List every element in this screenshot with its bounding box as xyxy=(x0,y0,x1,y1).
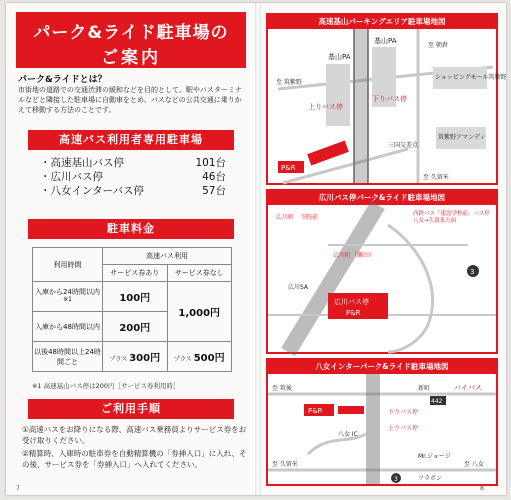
left-page xyxy=(6,3,255,495)
page-title-box xyxy=(16,12,246,68)
map3-up-bus: 上りバス停 xyxy=(388,425,419,432)
map-kiyama-title: 高速基山パーキングエリア駐車場地図 xyxy=(268,15,496,29)
map3-route3: 3 xyxy=(394,476,398,483)
step-2: ②精算時、入庫時の駐車券を自動精算機の「券挿入口」に入れ、その後、サービス券を「券挿入口」へ入れてください。 xyxy=(22,449,247,469)
table-row xyxy=(33,282,232,312)
fee-row1-mark: ※1 xyxy=(63,296,72,303)
map-hirokawa xyxy=(266,189,498,354)
map1-up-bus: 上りバス停 xyxy=(308,103,343,111)
step-1: ①高速バスをお降りになる際、高速バス乗務員よりサービス券をお受け取りください。 xyxy=(22,425,247,445)
fee-table xyxy=(32,247,232,372)
section-heading-steps: ご利用手順 xyxy=(28,399,234,419)
map2-temple: 広川町（瀬田） xyxy=(333,252,376,259)
map1-to-haruma: 至 筑紫野 xyxy=(276,79,302,86)
map3-down-bus: 下りバス停 xyxy=(388,409,419,416)
map3-to-yame: 至 八女 xyxy=(464,461,484,468)
page-number-right: 8 xyxy=(480,485,484,492)
park-ride-description: 市街地の道路での交通渋滞の緩和などを目的として、駅やバスターミナルなどと隣接した駐車場に自動車をとめ、バスなどの公共交通に乗りかえて移動する方法のことです。 xyxy=(18,86,242,114)
map3-route442: 442 xyxy=(431,398,443,405)
map3-newday: 新町 xyxy=(418,385,431,392)
fee-row1-label: 入庫から24時間以内 xyxy=(35,287,100,296)
map-yame xyxy=(266,358,498,486)
map-kiyama-drawing xyxy=(268,29,507,183)
map1-to-asakura: 至 朝倉 xyxy=(428,42,448,49)
section-heading-parking: 高速バス利用者専用駐車場 xyxy=(28,130,234,150)
table-header-with-ticket: サービス券あり xyxy=(103,265,168,282)
map3-shop2: フラボン xyxy=(418,475,443,482)
map2-route3: 3 xyxy=(470,268,475,276)
map3-to-kurume: 至 久留米 xyxy=(272,461,298,468)
table-header-bus: 高速バス利用 xyxy=(103,248,232,265)
fee-row3-with: 300円 xyxy=(129,353,161,364)
bus-stop-name: ・ 高速基山バス停 xyxy=(40,155,124,169)
map1-mall: ショッピングモール筑紫野 xyxy=(435,74,507,81)
fee-row3-without: 500円 xyxy=(193,353,225,364)
map-yame-title: 八女インターパーク&ライド駐車場地図 xyxy=(268,360,496,374)
fee-row3-prefix: プラス xyxy=(109,356,128,363)
expressway xyxy=(366,374,380,484)
steps-list xyxy=(22,424,248,472)
bus-stop-list xyxy=(40,155,226,197)
fee-row1-with: 100円 xyxy=(103,282,168,312)
map3-shop: Mr.ジョージ xyxy=(418,453,451,460)
map-kiyama xyxy=(266,13,507,185)
table-header-time: 利用時間 xyxy=(33,248,103,282)
fee-row3-prefix2: プラス xyxy=(173,356,192,363)
table-row xyxy=(33,342,232,372)
page-title-line1: パーク&ライド駐車場の xyxy=(33,23,229,43)
pa-area-west xyxy=(326,64,350,126)
list-item xyxy=(40,155,226,169)
fee-note: ※1 高速基山バス停は200円［サービス券利用時］ xyxy=(32,382,180,390)
map1-to-kurume: 至 久留米 xyxy=(423,174,449,181)
section-heading-fee: 駐車料金 xyxy=(28,219,234,239)
map3-bypass: バイパス xyxy=(454,384,482,392)
map1-down-bus: 下りバス停 xyxy=(372,95,407,103)
expressway-band xyxy=(354,29,368,183)
list-item xyxy=(40,169,226,183)
park-ride-question: パーク&ライドとは？ xyxy=(18,75,107,85)
bus-stop-capacity: 57台 xyxy=(202,185,226,197)
page-number-left: 7 xyxy=(16,485,20,492)
bus-stop-capacity: 101台 xyxy=(195,157,226,169)
map3-to-chikugo: 至 筑後 xyxy=(272,385,292,392)
page-gutter xyxy=(255,3,261,495)
fee-row12-without: 1,000円 xyxy=(167,282,232,342)
page-title-line2: ご案内 xyxy=(101,48,161,68)
map1-shop: 筑紫野アマンディ xyxy=(438,134,486,141)
map2-west-bus: 西鉄バス「建設学校前」バス停八女→久留米方面 xyxy=(413,211,491,224)
table-header-without-ticket: サービス券なし xyxy=(167,265,232,282)
map1-kiyama-pa2: 基山PA xyxy=(374,37,397,45)
map-yame-drawing xyxy=(268,374,496,484)
fee-row2-label: 入庫から48時間以内 xyxy=(33,312,103,342)
list-item xyxy=(40,183,226,197)
fee-row2-with: 200円 xyxy=(103,312,168,342)
map2-pr2: P&R xyxy=(346,309,361,317)
map2-shrine: 広川町 寺院前 xyxy=(276,214,319,221)
map1-kiyama-pa: 基山PA xyxy=(328,53,351,61)
map3-pr: P&R xyxy=(308,407,323,415)
bus-stop-name: ・ 八女インターバス停 xyxy=(40,183,144,197)
pr-lot xyxy=(338,406,364,414)
map1-sanyo: 三国交差点 xyxy=(388,142,419,149)
bus-stop-capacity: 46台 xyxy=(202,171,226,183)
map2-sa: 広川SA xyxy=(288,284,309,291)
fee-row3-label: 以後48時間以上24時間ごと xyxy=(33,342,103,372)
map3-yame-ic: 八女 IC xyxy=(338,431,358,438)
map-hirokawa-drawing xyxy=(268,205,496,352)
bus-stop-name: ・ 広川バス停 xyxy=(40,169,103,183)
map-hirokawa-title: 広川バス停パーク&ライド駐車場地図 xyxy=(268,191,496,205)
map1-pr-label: P&R xyxy=(281,164,296,172)
brochure-spread xyxy=(6,3,506,495)
map2-pr1: 広川バス停 xyxy=(334,298,369,306)
